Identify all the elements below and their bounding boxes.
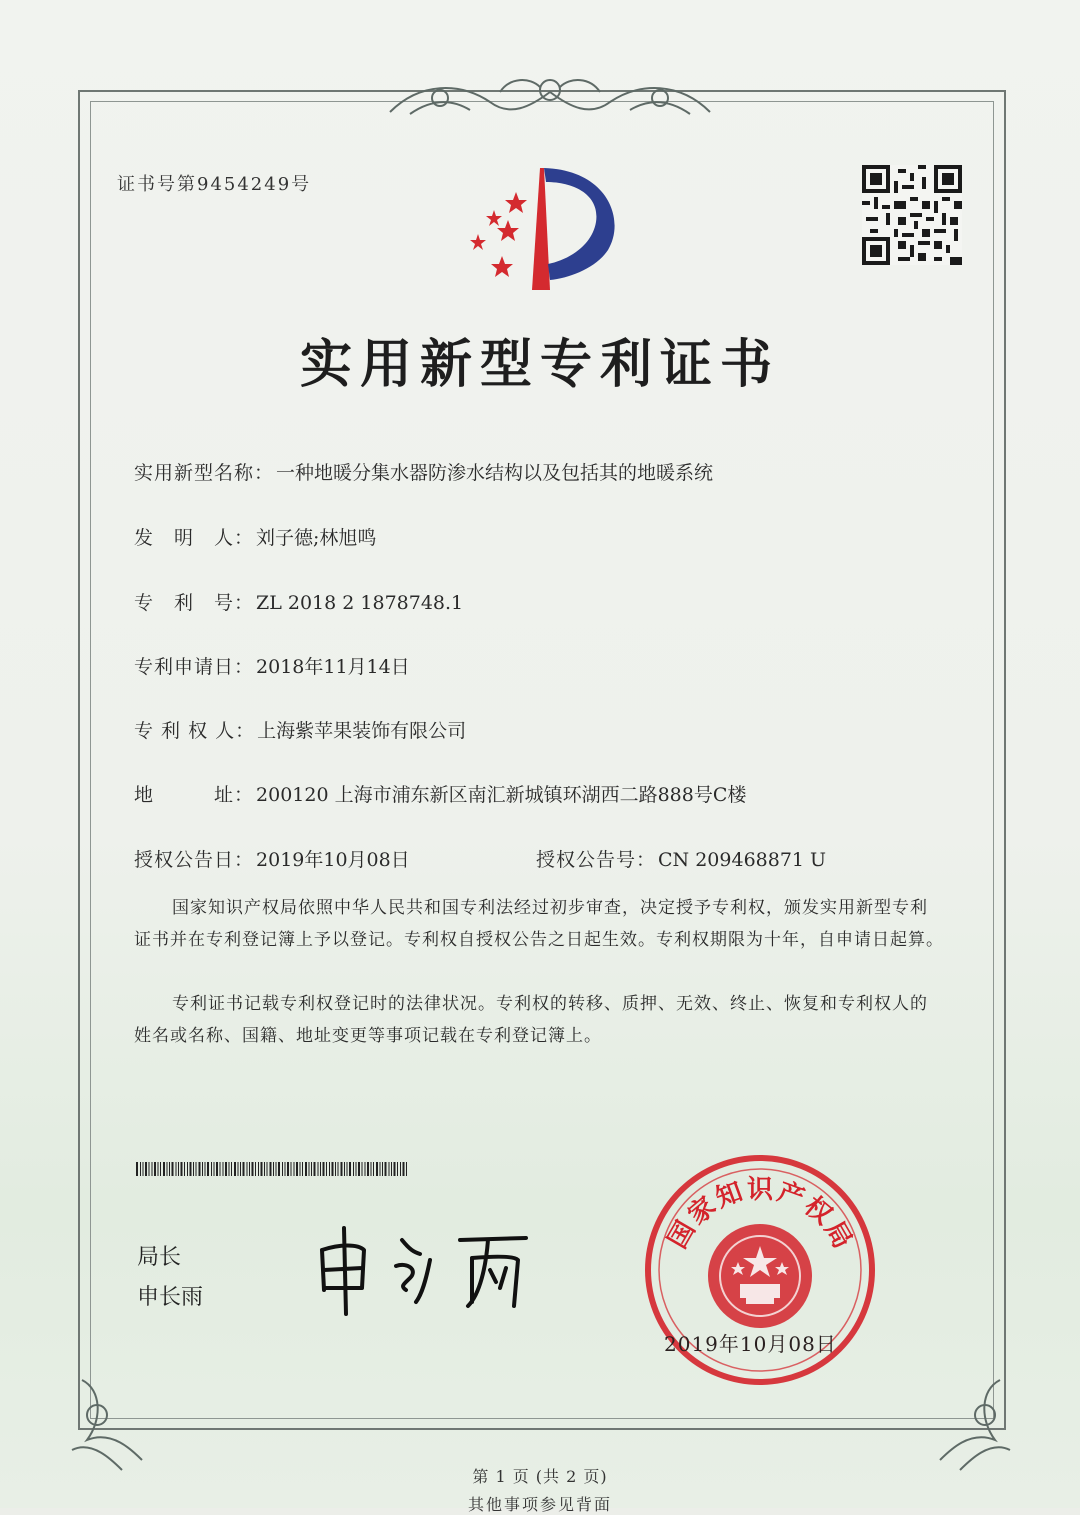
inventor-label: 发 明 人： — [134, 527, 255, 549]
patent-number-row — [134, 588, 463, 615]
director-title: 局长 — [137, 1245, 182, 1270]
cnipa-logo — [458, 160, 630, 292]
patent-number-label: 专 利 号： — [134, 592, 255, 614]
address-label: 地 址： — [134, 784, 255, 806]
grant-date-value: 2019年10月08日 — [256, 849, 410, 871]
seal-char: 国 — [662, 1216, 702, 1254]
grant-date-row — [134, 845, 410, 872]
footer-note: 其他事项参见背面 — [467, 1495, 612, 1514]
inventor-value: 刘子德;林旭鸣 — [256, 527, 377, 549]
inventor-row — [134, 523, 376, 550]
patent-number-value: ZL 2018 2 1878748.1 — [256, 592, 464, 614]
seal-char: 局 — [818, 1216, 858, 1254]
seal-char: 家 — [682, 1191, 722, 1231]
body-paragraph-2: 专利证书记载专利权登记时的法律状况。专利权的转移、质押、无效、终止、恢复和专利权人的姓名或名称、国籍、地址变更等事项记载在专利登记簿上。 — [134, 994, 928, 1046]
seal-char: 产 — [773, 1176, 809, 1214]
director-signature — [310, 1210, 540, 1320]
seal-date: 2019年10月08日 — [664, 1332, 837, 1356]
top-ornament — [380, 62, 720, 132]
body-paragraph-1: 国家知识产权局依照中华人民共和国专利法经过初步审查，决定授予专利权，颁发实用新型专利证书并在专利登记簿上予以登记。专利权自授权公告之日起生效。专利权期限为十年，自申请日起算。 — [134, 898, 944, 950]
utility-model-name-label: 实用新型名称： — [134, 462, 275, 484]
bottom-right-ornament — [900, 1360, 1020, 1480]
address-row — [134, 780, 746, 807]
page-number: 第 1 页 (共 2 页) — [472, 1467, 608, 1486]
patentee-value: 上海紫苹果装饰有限公司 — [257, 720, 467, 742]
certificate-title: 实用新型专利证书 — [299, 334, 780, 395]
filing-date-value: 2018年11月14日 — [256, 656, 410, 678]
filing-date-row — [134, 652, 410, 679]
utility-model-name-value: 一种地暖分集水器防渗水结构以及包括其的地暖系统 — [276, 462, 714, 484]
director-name: 申长雨 — [137, 1285, 204, 1310]
bottom-left-ornament — [62, 1360, 182, 1480]
address-value: 200120 上海市浦东新区南汇新城镇环湖西二路888号C楼 — [256, 784, 747, 806]
seal-char: 权 — [798, 1191, 838, 1231]
barcode — [136, 1162, 408, 1176]
filing-date-label: 专利申请日： — [134, 656, 255, 678]
seal-char: 知 — [711, 1176, 747, 1214]
grant-number-value: CN 209468871 U — [658, 849, 827, 871]
utility-model-name-row — [134, 458, 713, 485]
patentee-row — [134, 716, 466, 743]
certificate-number: 证书号第9454249号 — [117, 174, 312, 195]
seal-char: 识 — [746, 1175, 774, 1205]
grant-number-row — [536, 845, 826, 872]
patentee-label: 专 利 权 人： — [134, 720, 256, 742]
qr-code — [862, 165, 962, 265]
grant-date-label: 授权公告日： — [134, 849, 255, 871]
grant-number-label: 授权公告号： — [536, 849, 657, 871]
